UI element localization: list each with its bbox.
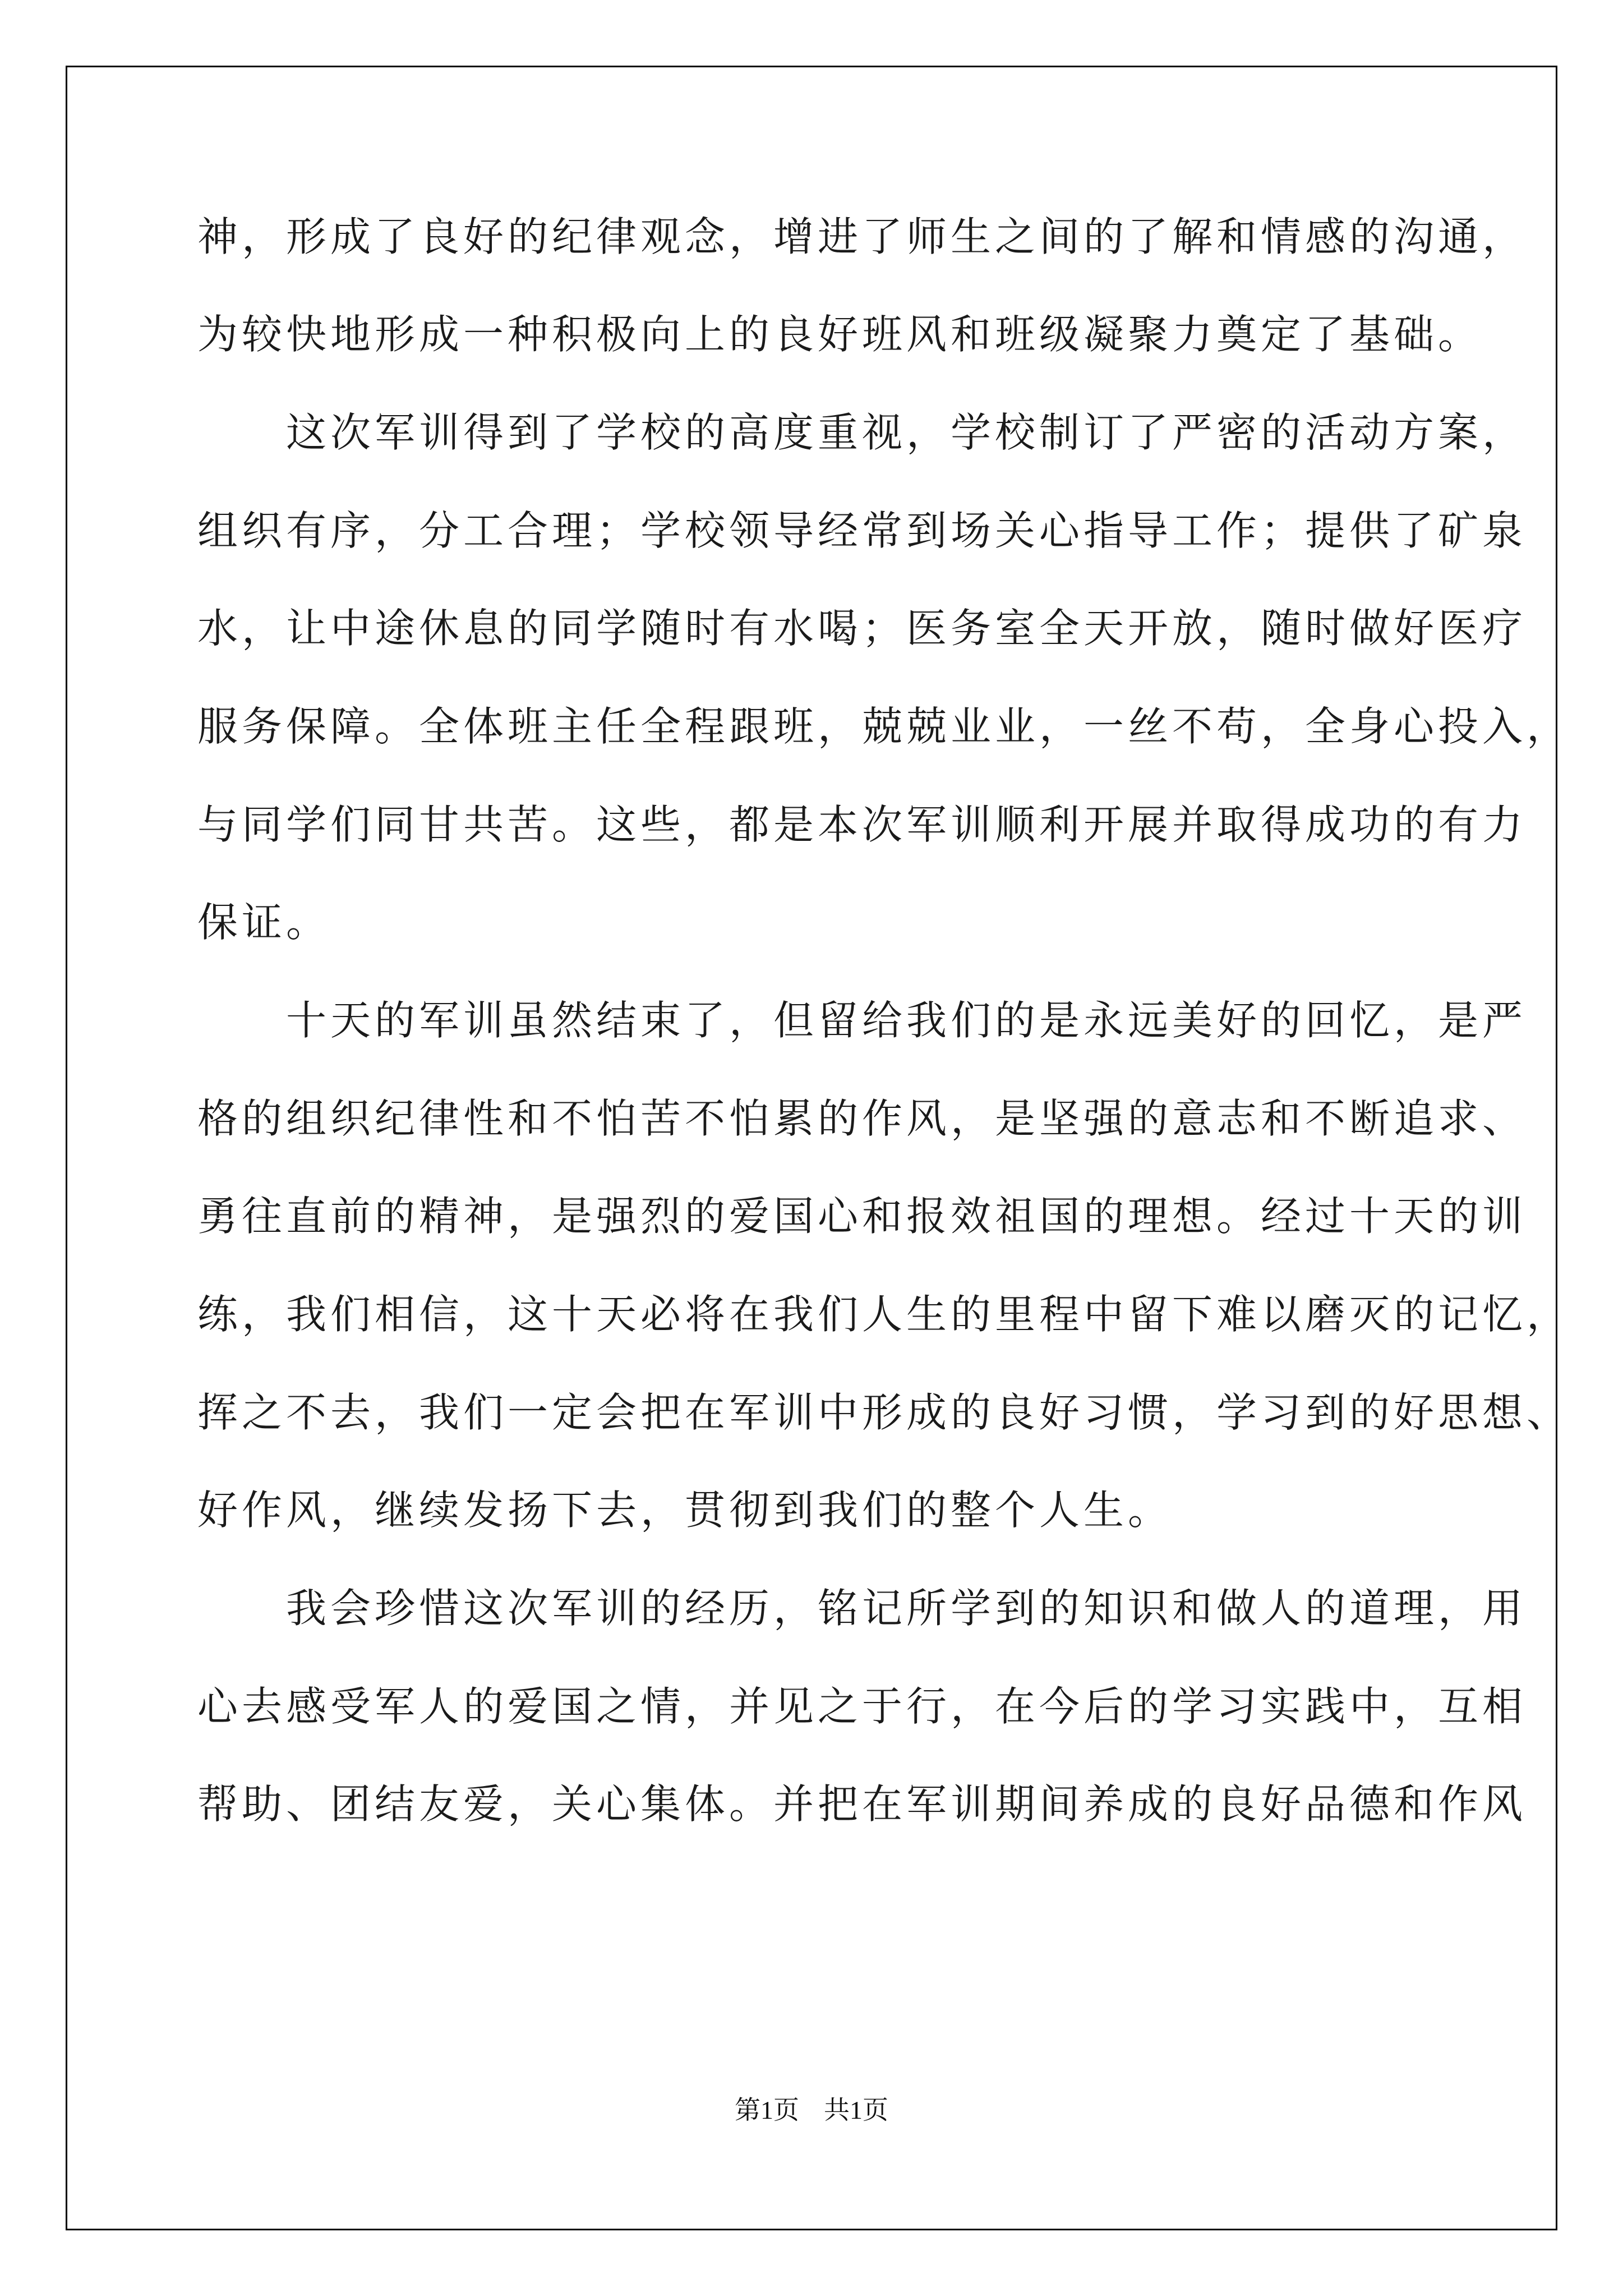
text-line: 好作风，继续发扬下去，贯彻到我们的整个人生。 (197, 1487, 1173, 1534)
text-line: 我会珍惜这次军训的经历，铭记所学到的知识和做人的道理，用 (197, 1585, 1527, 1632)
text-line: 神，形成了良好的纪律观念，增进了师生之间的了解和情感的沟通， (197, 213, 1527, 260)
text-line: 格的组织纪律性和不怕苦不怕累的作风，是坚强的意志和不断追求、 (197, 1095, 1527, 1142)
text-line: 练，我们相信，这十天必将在我们人生的里程中留下难以磨灭的记忆， (197, 1291, 1571, 1338)
text-line: 十天的军训虽然结束了，但留给我们的是永远美好的回忆，是严 (197, 997, 1527, 1044)
text-line: 为较快地形成一种积极向上的良好班风和班级凝聚力奠定了基础。 (197, 311, 1483, 358)
page-footer (0, 2093, 1623, 2127)
page-number-current: 第1页 (735, 2096, 799, 2124)
text-line: 心去感受军人的爱国之情，并见之于行，在今后的学习实践中，互相 (197, 1683, 1527, 1730)
text-line: 挥之不去，我们一定会把在军训中形成的良好习惯，学习到的好思想、 (197, 1389, 1571, 1436)
page-number-total: 共1页 (824, 2096, 888, 2124)
text-line: 水，让中途休息的同学随时有水喝；医务室全天开放，随时做好医疗 (197, 605, 1527, 652)
text-line: 勇往直前的精神，是强烈的爱国心和报效祖国的理想。经过十天的训 (197, 1193, 1527, 1240)
text-line: 组织有序，分工合理；学校领导经常到场关心指导工作；提供了矿泉 (197, 507, 1527, 554)
text-line: 帮助、团结友爱，关心集体。并把在军训期间养成的良好品德和作风 (197, 1780, 1527, 1828)
text-line: 服务保障。全体班主任全程跟班，兢兢业业，一丝不苟，全身心投入， (197, 703, 1571, 750)
text-line: 保证。 (197, 899, 331, 946)
text-line: 这次军训得到了学校的高度重视，学校制订了严密的活动方案， (197, 409, 1527, 456)
text-line: 与同学们同甘共苦。这些，都是本次军训顺利开展并取得成功的有力 (197, 801, 1527, 848)
